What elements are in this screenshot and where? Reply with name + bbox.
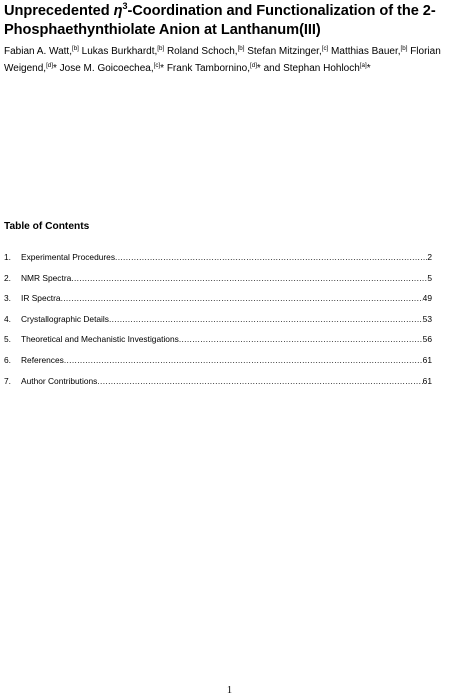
author-list [4, 44, 456, 77]
author-affiliation: [d] [250, 61, 257, 69]
author-affiliation: [c] [321, 45, 329, 52]
toc-entry-number: 2. [4, 272, 11, 283]
toc-entry-title: IR Spectra [21, 293, 61, 304]
toc-dot-leader [115, 251, 427, 263]
author-affiliation: [b] [237, 45, 245, 52]
author-affiliation: [b] [400, 45, 408, 52]
author-affiliation: [b] [72, 45, 79, 52]
author [331, 46, 407, 57]
toc-entry-number: 1. [4, 252, 11, 262]
title-text-end: -Coordination and Functionalization of the 2-Phosphaethynthiolate Anion at Lanthanum(III) [4, 3, 436, 38]
paper-title [4, 2, 454, 39]
toc-dot-leader [71, 272, 427, 284]
toc-dot-leader [179, 333, 423, 345]
toc-entry-number: 5. [4, 334, 11, 345]
author [167, 46, 245, 57]
toc-dot-leader [64, 354, 423, 366]
author [82, 46, 165, 57]
toc-dot-leader [109, 313, 423, 325]
title-eta-symbol: η [113, 3, 123, 19]
author-suffix: * [366, 62, 371, 74]
toc-entry-theoretical-investigations[interactable] [4, 333, 432, 354]
title-text-start: Unprecedented [4, 3, 114, 19]
toc-dot-leader [97, 375, 422, 387]
author [4, 46, 79, 57]
author-suffix: * and [256, 62, 281, 74]
toc-entry-title: Theoretical and Mechanistic Investigations [21, 334, 179, 345]
author-affiliation: [c] [153, 61, 161, 69]
table-of-contents [4, 251, 432, 395]
toc-dot-leader [61, 292, 423, 304]
title-eta-superscript: 3 [122, 1, 128, 11]
toc-entry-number: 6. [4, 354, 11, 365]
author [247, 46, 328, 57]
toc-entry-nmr-spectra[interactable] [4, 272, 432, 293]
author [167, 63, 280, 74]
toc-entry-author-contributions[interactable] [4, 375, 432, 396]
page-number: 1 [226, 685, 233, 696]
toc-entry-number: 7. [4, 375, 11, 386]
toc-entry-ir-spectra[interactable] [4, 292, 432, 313]
toc-entry-number: 3. [4, 293, 11, 304]
author [283, 63, 371, 74]
author-name: Jose M. Goicoechea, [59, 62, 154, 74]
author [60, 63, 164, 74]
author-name: Roland Schoch, [166, 46, 238, 57]
toc-heading: Table of Contents [4, 221, 90, 232]
toc-entry-title: Experimental Procedures [21, 252, 116, 262]
author-name: Matthias Bauer, [331, 46, 401, 57]
author-name: Frank Tambornino, [166, 62, 251, 74]
toc-entry-page: 49 [422, 293, 432, 304]
author-affiliation: [a] [359, 61, 367, 69]
toc-entry-experimental-procedures[interactable] [4, 251, 432, 272]
toc-entry-crystallographic-details[interactable] [4, 313, 432, 334]
author-name: Florian Weigend, [4, 46, 441, 74]
author-name: Fabian A. Watt, [4, 46, 72, 57]
toc-entry-page: 2 [427, 252, 432, 262]
author-name: Stefan Mitzinger, [247, 46, 322, 57]
toc-entry-page: 61 [422, 375, 432, 386]
toc-entry-references[interactable] [4, 354, 432, 375]
toc-entry-title: NMR Spectra [21, 272, 72, 283]
toc-entry-title: Crystallographic Details [21, 313, 109, 324]
toc-entry-title: Author Contributions [21, 375, 98, 386]
author-name: Stephan Hohloch [283, 62, 360, 74]
toc-entry-number: 4. [4, 313, 11, 324]
author-suffix: * [160, 62, 165, 74]
author-affiliation: [d] [46, 61, 53, 69]
author-name: Lukas Burkhardt, [81, 46, 158, 57]
toc-entry-title: References [21, 354, 64, 365]
toc-entry-page: 53 [422, 313, 432, 324]
author-affiliation: [b] [157, 45, 165, 52]
toc-entry-page: 56 [422, 334, 432, 345]
toc-entry-page: 61 [422, 354, 432, 365]
author-suffix: * [52, 62, 57, 74]
toc-entry-page: 5 [427, 272, 432, 283]
